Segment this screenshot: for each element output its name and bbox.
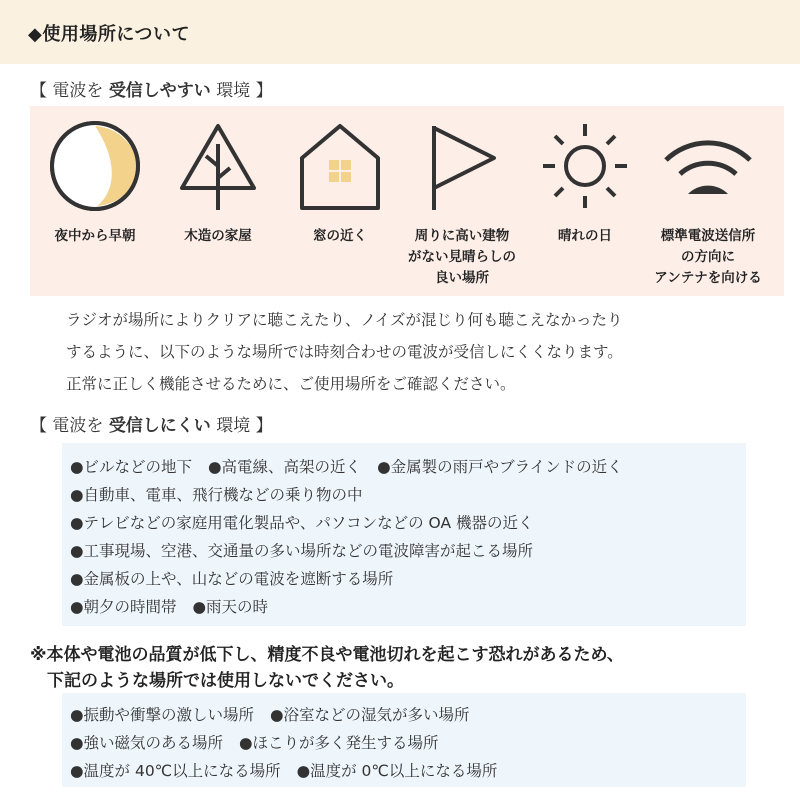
list-entry: ●高電線、高架の近く — [208, 458, 362, 476]
intro-line: 正常に正しく機能させるために、ご使用場所をご確認ください。 — [66, 375, 516, 393]
list-entry: ●振動や衝撃の激しい場所 — [70, 706, 255, 724]
list-entry: ●浴室などの湿気が多い場所 — [270, 706, 470, 724]
label-line: 晴れの日 — [558, 228, 612, 244]
easy-environment-panel — [30, 106, 784, 296]
easy-item-label — [515, 226, 655, 247]
easy-heading — [30, 76, 273, 101]
tree-icon — [170, 118, 266, 214]
list-item — [70, 731, 455, 753]
list-entry: ●温度が 40℃以上になる場所 — [70, 762, 281, 780]
house-icon — [292, 118, 388, 214]
signal-icon — [660, 118, 756, 214]
moon-icon — [47, 118, 143, 214]
list-entry: ●自動車、電車、飛行機などの乗り物の中 — [70, 486, 363, 504]
list-entry: ●ビルなどの地下 — [70, 458, 193, 476]
easy-item-label — [25, 226, 165, 247]
easy-item-label — [638, 226, 778, 289]
label-line: 木造の家屋 — [184, 228, 252, 244]
hard-heading-pre: 【 電波を — [30, 416, 109, 436]
page-title: ◆使用場所について — [28, 24, 190, 45]
intro-line: ラジオが場所によりクリアに聴こえたり、ノイズが混じり何も聴こえなかったり — [66, 311, 623, 329]
list-item — [70, 539, 549, 561]
list-entry: ●温度が 0℃以上になる場所 — [296, 762, 498, 780]
easy-heading-pre: 【 電波を — [30, 81, 109, 101]
list-entry: ●朝夕の時間帯 — [70, 598, 177, 616]
label-line: の方向に — [681, 249, 735, 265]
easy-item-label — [270, 226, 410, 247]
list-item — [70, 759, 513, 781]
label-line: アンテナを向ける — [654, 270, 762, 286]
sun-icon — [537, 118, 633, 214]
list-entry: ●ほこりが多く発生する場所 — [239, 734, 439, 752]
label-line: 良い場所 — [435, 270, 489, 286]
label-line: がない見晴らしの — [408, 249, 516, 265]
label-line: 窓の近く — [313, 228, 367, 244]
list-item — [70, 455, 639, 477]
list-item — [70, 595, 284, 617]
list-entry: ●強い磁気のある場所 — [70, 734, 224, 752]
hard-heading-emph: 受信しにくい — [108, 416, 211, 436]
list-entry: ●テレビなどの家庭用電化製品や、パソコンなどの OA 機器の近く — [70, 514, 534, 532]
warning-line: 下記のような場所では使用しないでください。 — [30, 671, 404, 691]
list-item — [70, 511, 549, 533]
warning-line: ※本体や電池の品質が低下し、精度不良や電池切れを起こす恐れがあるため、 — [30, 645, 624, 665]
list-entry: ●雨天の時 — [192, 598, 269, 616]
label-line: 標準電波送信所 — [660, 228, 756, 244]
label-line: 周りに高い建物 — [414, 228, 510, 244]
list-item — [70, 703, 486, 725]
avoid-panel — [62, 693, 746, 787]
list-item — [70, 483, 379, 505]
hard-heading-post: 環境 】 — [210, 416, 273, 436]
easy-item-label — [148, 226, 288, 247]
list-item — [70, 567, 409, 589]
list-entry: ●工事現場、空港、交通量の多い場所などの電波障害が起こる場所 — [70, 542, 534, 560]
intro-line: するように、以下のような場所では時刻合わせの電波が受信しにくくなります。 — [66, 343, 623, 361]
hard-heading — [30, 411, 273, 436]
header-bar — [0, 0, 800, 64]
list-entry: ●金属板の上や、山などの電波を遮断する場所 — [70, 570, 394, 588]
flag-icon — [414, 118, 510, 214]
hard-environment-panel — [62, 443, 746, 626]
label-line: 夜中から早朝 — [54, 228, 136, 244]
easy-heading-post: 環境 】 — [210, 81, 273, 101]
easy-heading-emph: 受信しやすい — [108, 81, 211, 101]
list-entry: ●金属製の雨戸やブラインドの近く — [377, 458, 623, 476]
easy-item-label — [392, 226, 532, 289]
